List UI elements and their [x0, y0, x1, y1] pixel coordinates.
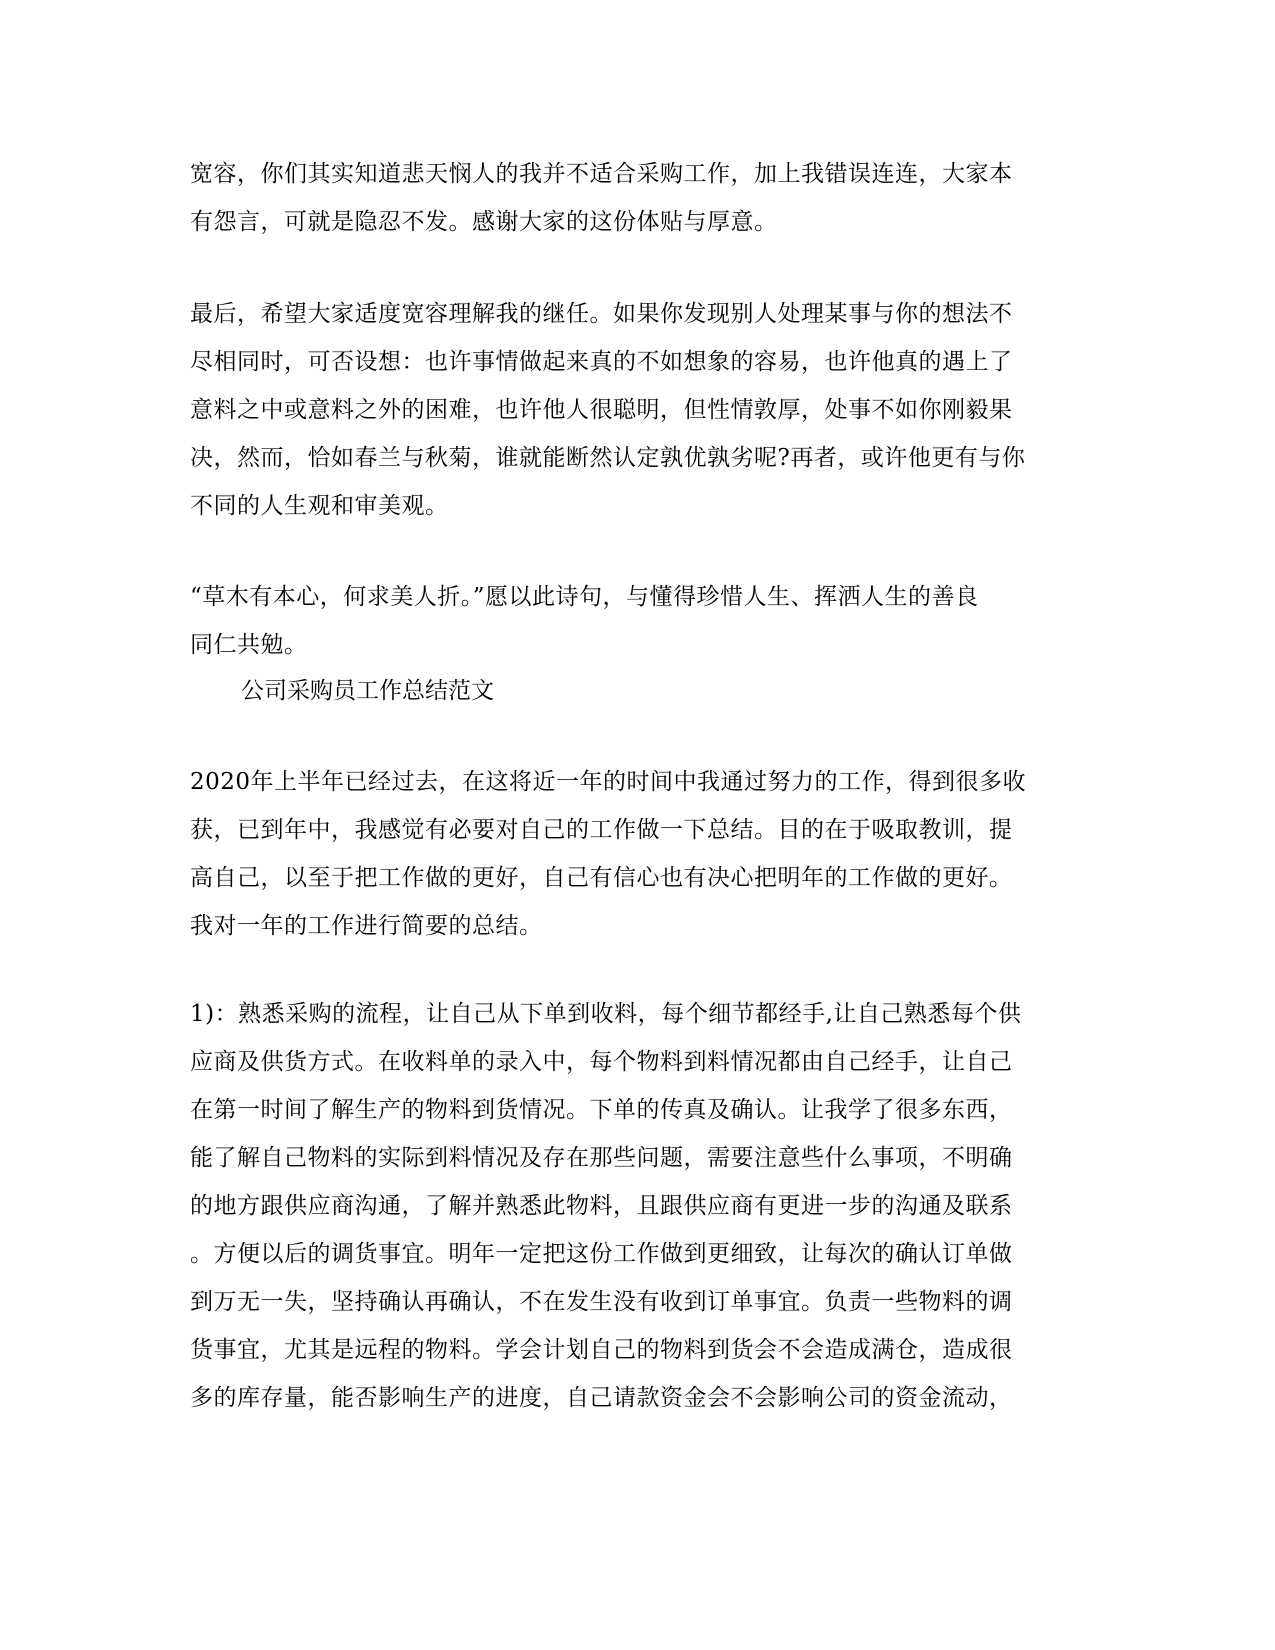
text-line: 意料之中或意料之外的困难，也许他人很聪明，但性情敦厚，处事不如你刚毅果 — [190, 397, 1013, 423]
text-line: 我对一年的工作进行简要的总结。 — [190, 913, 543, 939]
text-line: 。方便以后的调货事宜。明年一定把这份工作做到更细致，让每次的确认订单做 — [190, 1241, 1013, 1267]
text-line: 在第一时间了解生产的物料到货情况。下单的传真及确认。让我学了很多东西， — [190, 1097, 1013, 1123]
text-line: 能了解自己物料的实际到料情况及存在那些问题，需要注意些什么事项，不明确 — [190, 1145, 1013, 1171]
text-line: 多的库存量，能否影响生产的进度，自己请款资金会不会影响公司的资金流动， — [190, 1385, 1013, 1411]
text-line: 同仁共勉。 — [190, 632, 308, 658]
text-line: 应商及供货方式。在收料单的录入中，每个物料到料情况都由自己经手，让自己 — [190, 1049, 1013, 1075]
text-line: 宽容，你们其实知道悲天悯人的我并不适合采购工作，加上我错误连连，大家本 — [190, 161, 1013, 187]
text-line: “草木有本心，何求美人折。”愿以此诗句，与懂得珍惜人生、挥洒人生的善良 — [190, 584, 979, 610]
text-line: 到万无一失，坚持确认再确认，不在发生没有收到订单事宜。负责一些物料的调 — [190, 1289, 1013, 1315]
paragraph-3 — [190, 573, 1080, 669]
text-line: 尽相同时，可否设想：也许事情做起来真的不如想象的容易，也许他真的遇上了 — [190, 349, 1013, 375]
text-line: 决，然而，恰如春兰与秋菊，谁就能断然认定孰优孰劣呢?再者，或许他更有与你 — [190, 445, 1026, 471]
section-title: 公司采购员工作总结范文 — [241, 678, 494, 704]
paragraph-5 — [190, 990, 1080, 1422]
text-line: 货事宜，尤其是远程的物料。学会计划自己的物料到货会不会造成满仓，造成很 — [190, 1337, 1013, 1363]
text-line: 不同的人生观和审美观。 — [190, 493, 449, 519]
paragraph-2 — [190, 290, 1080, 530]
text-line: 的地方跟供应商沟通，了解并熟悉此物料，且跟供应商有更进一步的沟通及联系 — [190, 1193, 1013, 1219]
text-line: 高自己，以至于把工作做的更好，自己有信心也有决心把明年的工作做的更好。 — [190, 865, 1013, 891]
paragraph-1 — [190, 150, 1080, 246]
text-line: 有怨言，可就是隐忍不发。感谢大家的这份体贴与厚意。 — [190, 209, 778, 235]
text-line: 最后，希望大家适度宽容理解我的继任。如果你发现别人处理某事与你的想法不 — [190, 301, 1013, 327]
text-line: 获，已到年中，我感觉有必要对自己的工作做一下总结。目的在于吸取教训，提 — [190, 817, 1013, 843]
text-line: 2020年上半年已经过去，在这将近一年的时间中我通过努力的工作，得到很多收 — [190, 769, 1027, 795]
paragraph-4 — [190, 758, 1080, 950]
text-line: 1)：熟悉采购的流程，让自己从下单到收料，每个细节都经手,让自己熟悉每个供 — [190, 1001, 1022, 1027]
